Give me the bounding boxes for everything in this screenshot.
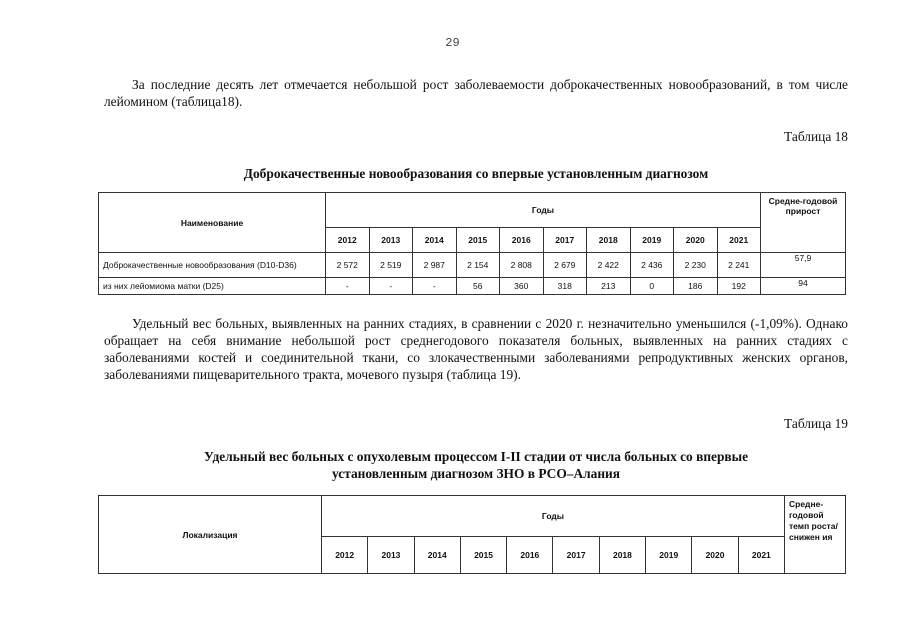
table18-year: 2021 <box>717 228 761 253</box>
table19-header-years: Годы <box>322 496 785 537</box>
table-18 <box>98 192 846 295</box>
table18-cell: 186 <box>674 278 718 295</box>
table18-year: 2018 <box>587 228 631 253</box>
paragraph-intro <box>104 76 848 110</box>
table-row <box>99 278 846 295</box>
table19-title-line2: установленным диагнозом ЗНО в РСО–Алания <box>332 466 620 481</box>
table19-title <box>104 448 848 482</box>
table18-avg-cell: 94 <box>761 278 846 295</box>
table19-year: 2020 <box>692 537 738 574</box>
table18-label: Таблица 18 <box>784 129 848 144</box>
table18-row-name: из них лейомиома матки (D25) <box>99 278 326 295</box>
table18-cell: 192 <box>717 278 761 295</box>
table18-year: 2014 <box>413 228 457 253</box>
paragraph-early-stage-text: Удельный вес больных, выявленных на ранних стадиях, в сравнении с 2020 г. незначительно уменьшился (-1,09%). Однако обращает на себя внимание небольшой рост среднегодового показателя больных, выявленных на ранних стадиях с заболеваниями костей и соединительной ткани, со злокачественными заболеваниями репродуктивных женских органов, заболеваниями пищеварительного тракта, мочевого пузыря (таблица 19). <box>104 316 848 382</box>
table18-year: 2015 <box>456 228 500 253</box>
paragraph-early-stage <box>104 315 848 383</box>
paragraph-intro-text: За последние десять лет отмечается небольшой рост заболеваемости доброкачественных новообразований, в том числе лейомином (таблица18). <box>104 77 848 109</box>
table19-year: 2015 <box>460 537 506 574</box>
table18-cell: 2 808 <box>500 253 544 278</box>
table18-row-name: Доброкачественные новообразования (D10-D36) <box>99 253 326 278</box>
table-row <box>99 253 846 278</box>
table19-year: 2018 <box>599 537 645 574</box>
table18-title: Доброкачественные новообразования со впервые установленным диагнозом <box>243 166 709 181</box>
table18-header-name: Наименование <box>99 193 326 253</box>
table18-year: 2017 <box>543 228 587 253</box>
table18-cell: 2 422 <box>587 253 631 278</box>
table19-year: 2019 <box>646 537 692 574</box>
table18-cell: 2 987 <box>413 253 457 278</box>
table18-cell: 2 572 <box>326 253 370 278</box>
table18-header-avg: Средне-годовой прирост <box>761 193 846 253</box>
table19-header-avg: Средне-годовой темп роста/ снижен ия <box>785 496 846 574</box>
table18-cell: 2 241 <box>717 253 761 278</box>
table18-header-years: Годы <box>326 193 761 228</box>
table-19 <box>98 495 846 574</box>
table18-year: 2019 <box>630 228 674 253</box>
table19-year: 2016 <box>507 537 553 574</box>
table18-year: 2012 <box>326 228 370 253</box>
table18-cell: 2 519 <box>369 253 413 278</box>
table18-cell: 213 <box>587 278 631 295</box>
table19-year: 2012 <box>322 537 368 574</box>
table18-cell: 56 <box>456 278 500 295</box>
table19-label: Таблица 19 <box>784 416 848 431</box>
table19-year: 2013 <box>368 537 414 574</box>
table18-cell: 2 230 <box>674 253 718 278</box>
table18-year: 2016 <box>500 228 544 253</box>
page-number: 29 <box>445 36 460 50</box>
table18-cell: 2 436 <box>630 253 674 278</box>
table19-header-name: Локализация <box>99 496 322 574</box>
table18-cell: 0 <box>630 278 674 295</box>
table18-cell: - <box>369 278 413 295</box>
table19-year: 2017 <box>553 537 599 574</box>
table19-year: 2021 <box>738 537 784 574</box>
table18-cell: 360 <box>500 278 544 295</box>
table18-year: 2013 <box>369 228 413 253</box>
table19-year: 2014 <box>414 537 460 574</box>
table18-cell: - <box>413 278 457 295</box>
table19-title-line1: Удельный вес больных с опухолевым процессом I-II стадии от числа больных со впервые <box>203 449 749 464</box>
table18-cell: 2 154 <box>456 253 500 278</box>
table18-year: 2020 <box>674 228 718 253</box>
table18-cell: 2 679 <box>543 253 587 278</box>
table18-cell: - <box>326 278 370 295</box>
table18-cell: 318 <box>543 278 587 295</box>
table18-avg-cell: 57,9 <box>761 253 846 278</box>
